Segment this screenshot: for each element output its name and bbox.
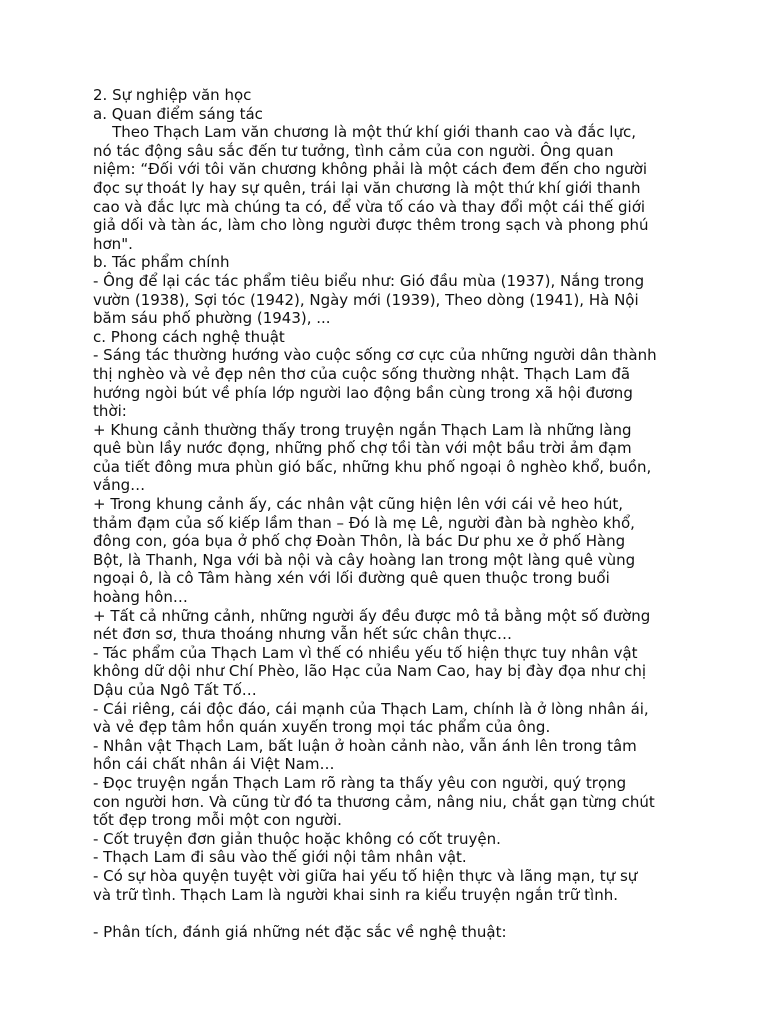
text-line: nó tác động sâu sắc đến tư tưởng, tình cảm của con người. Ông quan bbox=[93, 141, 614, 160]
text-line: vườn (1938), Sợi tóc (1942), Ngày mới (1939), Theo dòng (1941), Hà Nội bbox=[93, 290, 639, 309]
text-line: - Phân tích, đánh giá những nét đặc sắc về nghệ thuật: bbox=[93, 922, 507, 941]
text-line: và trữ tình. Thạch Lam là người khai sinh ra kiểu truyện ngắn trữ tình. bbox=[93, 885, 618, 904]
text-line: - Nhân vật Thạch Lam, bất luận ở hoàn cảnh nào, vẫn ánh lên trong tâm bbox=[93, 736, 637, 755]
text-line: nét đơn sơ, thưa thoáng nhưng vẫn hết sức chân thực… bbox=[93, 625, 513, 644]
text-line: - Ông để lại các tác phẩm tiêu biểu như: Gió đầu mùa (1937), Nắng trong bbox=[93, 271, 645, 290]
text-line: Theo Thạch Lam văn chương là một thứ khí giới thanh cao và đắc lực, bbox=[93, 123, 636, 142]
text-line: Bột, là Thanh, Nga với bà nội và cây hoàng lan trong một làng quê vùng bbox=[93, 550, 636, 569]
text-line: - Cốt truyện đơn giản thuộc hoặc không có cốt truyện. bbox=[93, 829, 501, 848]
text-line: ngoại ô, là cô Tâm hàng xén với lối đường quê quen thuộc trong buổi bbox=[93, 569, 610, 588]
text-line: đông con, góa bụa ở phố chợ Đoàn Thôn, là bác Dư phu xe ở phố Hàng bbox=[93, 532, 626, 551]
text-line: thời: bbox=[93, 402, 127, 421]
text-line: vắng… bbox=[93, 476, 146, 495]
text-line: + Trong khung cảnh ấy, các nhân vật cũng hiện lên với cái vẻ heo hút, bbox=[93, 495, 624, 514]
text-line: quê bùn lầy nước đọng, những phố chợ tồi tàn với một bầu trời ảm đạm bbox=[93, 439, 632, 458]
text-line: - Sáng tác thường hướng vào cuộc sống cơ cực của những người dân thành bbox=[93, 346, 657, 365]
text-line: hồn cái chất nhân ái Việt Nam… bbox=[93, 755, 335, 774]
text-line: hoàng hôn… bbox=[93, 588, 188, 607]
text-line: thị nghèo và vẻ đẹp nên thơ của cuộc sống thường nhật. Thạch Lam đã bbox=[93, 364, 631, 383]
text-line: + Khung cảnh thường thấy trong truyện ngắn Thạch Lam là những làng bbox=[93, 420, 632, 439]
text-line: giả dối và tàn ác, làm cho lòng người được thêm trong sạch và phong phú bbox=[93, 216, 649, 235]
text-line: tốt đẹp trong mỗi một con người. bbox=[93, 811, 342, 830]
text-line: Dậu của Ngô Tất Tố… bbox=[93, 681, 257, 699]
text-line: và vẻ đẹp tâm hồn quán xuyến trong mọi tác phẩm của ông. bbox=[93, 718, 551, 737]
text-line: băm sáu phố phường (1943), ... bbox=[93, 309, 331, 328]
text-line: con người hơn. Và cũng từ đó ta thương cảm, nâng niu, chắt gạn từng chút bbox=[93, 792, 655, 811]
text-line: - Thạch Lam đi sâu vào thế giới nội tâm nhân vật. bbox=[93, 848, 467, 867]
text-line: hơn". bbox=[93, 234, 133, 253]
text-line: + Tất cả những cảnh, những người ấy đều được mô tả bằng một số đường bbox=[93, 606, 651, 625]
text-line: đọc sự thoát ly hay sự quên, trái lại văn chương là một thứ khí giới thanh bbox=[93, 178, 641, 197]
text-line: không dữ dội như Chí Phèo, lão Hạc của Nam Cao, hay bị đày đọa như chị bbox=[93, 662, 647, 681]
text-line: hướng ngòi bút về phía lớp người lao động bần cùng trong xã hội đương bbox=[93, 383, 633, 402]
subsection-heading: b. Tác phẩm chính bbox=[93, 253, 230, 272]
text-line: - Cái riêng, cái độc đáo, cái mạnh của Thạch Lam, chính là ở lòng nhân ái, bbox=[93, 699, 649, 718]
subsection-heading: a. Quan điểm sáng tác bbox=[93, 104, 263, 123]
text-line: niệm: “Đối với tôi văn chương không phải là một cách đem đến cho người bbox=[93, 160, 647, 179]
text-line: cao và đắc lực mà chúng ta có, để vừa tố cáo và thay đổi một cái thế giới bbox=[93, 197, 646, 216]
document-body bbox=[93, 86, 683, 941]
text-line: - Đọc truyện ngắn Thạch Lam rõ ràng ta thấy yêu con người, quý trọng bbox=[93, 773, 627, 792]
text-line: - Tác phẩm của Thạch Lam vì thế có nhiều yếu tố hiện thực tuy nhân vật bbox=[93, 643, 638, 662]
text-line: thảm đạm của số kiếp lầm than – Đó là mẹ Lê, người đàn bà nghèo khổ, bbox=[93, 513, 635, 532]
text-line: của tiết đông mưa phùn gió bấc, những khu phố ngoại ô nghèo khổ, buồn, bbox=[93, 457, 652, 476]
blank-line bbox=[93, 904, 683, 923]
text-line: - Có sự hòa quyện tuyệt vời giữa hai yếu tố hiện thực và lãng mạn, tự sự bbox=[93, 866, 638, 885]
subsection-heading: c. Phong cách nghệ thuật bbox=[93, 327, 285, 346]
section-heading: 2. Sự nghiệp văn học bbox=[93, 86, 252, 104]
